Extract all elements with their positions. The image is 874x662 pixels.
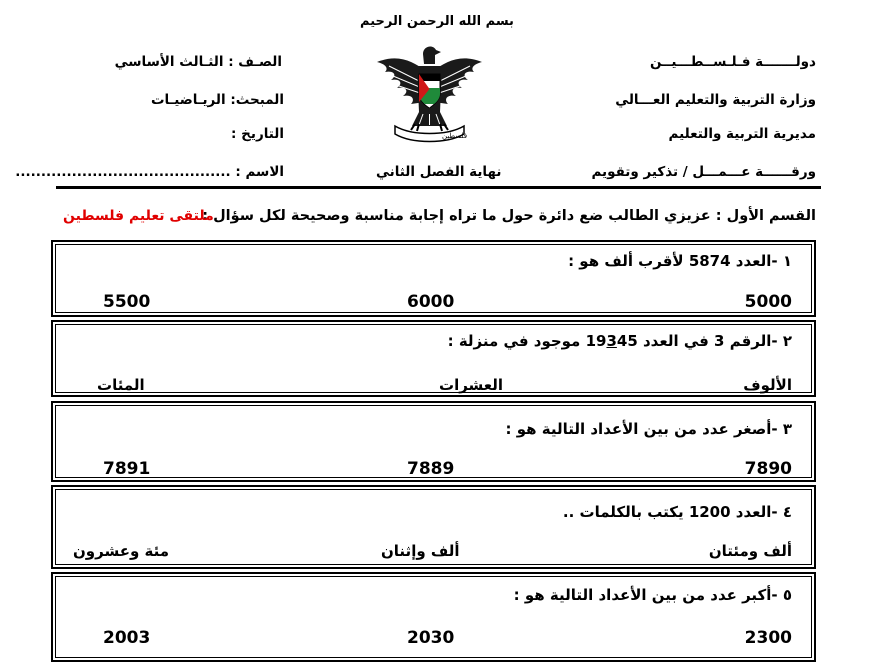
question-2-option-b[interactable]: العشرات <box>439 376 504 394</box>
question-box-1 <box>51 240 816 317</box>
state-name: دولـــــــة فـلـســطـــيــن <box>649 54 816 70</box>
question-2-option-a[interactable]: الألوف <box>743 376 792 394</box>
header-divider <box>56 186 821 189</box>
question-1-option-c[interactable]: 5500 <box>103 292 151 312</box>
emblem-banner-text: فلسطين <box>442 132 468 140</box>
question-3-option-b[interactable]: 7889 <box>407 459 455 479</box>
question-4-text: ٤ -العدد 1200 يكتب بالكلمات .. <box>562 503 792 521</box>
question-box-4 <box>51 485 816 569</box>
question-4-option-c[interactable]: مئة وعشرون <box>73 542 170 560</box>
section-title: القسم الأول : عزيزي الطالب ضع دائرة حول ما تراه إجابة مناسبة وصحيحة لكل سؤال : <box>202 208 816 224</box>
question-3-option-c[interactable]: 7891 <box>103 459 151 479</box>
question-box-5 <box>51 572 816 662</box>
question-1-option-b[interactable]: 6000 <box>407 292 455 312</box>
term-label: نهاية الفصل الثاني <box>376 164 502 180</box>
question-5-option-a[interactable]: 2300 <box>744 628 792 648</box>
student-name-field: الاسم : .......................................... <box>15 164 284 180</box>
question-4-option-b[interactable]: ألف وإثنان <box>381 542 460 560</box>
palestine-eagle-emblem-icon <box>367 42 492 144</box>
basmala: بسم الله الرحمن الرحيم <box>360 14 514 29</box>
question-1-option-a[interactable]: 5000 <box>744 292 792 312</box>
subject-label: المبحث: الريـاضيـات <box>150 92 284 108</box>
question-5-option-c[interactable]: 2003 <box>103 628 151 648</box>
question-2-text: ٢ -الرقم 3 في العدد 19345 موجود في منزلة : <box>447 332 792 350</box>
question-1-text: ١ -العدد 5874 لأقرب ألف هو : <box>568 252 792 270</box>
underlined-digit: 3 <box>606 332 617 350</box>
question-box-3 <box>51 401 816 482</box>
source-label: ملتقى تعليم فلسطين <box>63 208 214 224</box>
question-2-option-c[interactable]: المئات <box>97 376 145 394</box>
date-label: التاريخ : <box>231 126 284 142</box>
directorate-name: مديرية التربية والتعليم <box>668 126 816 142</box>
question-4-option-a[interactable]: ألف ومئتان <box>708 542 792 560</box>
grade-label: الصـف : الثـالث الأساسي <box>114 54 282 70</box>
question-5-option-b[interactable]: 2030 <box>407 628 455 648</box>
question-3-text: ٣ -أصغر عدد من بين الأعداد التالية هو : <box>505 420 792 438</box>
question-5-text: ٥ -أكبر عدد من بين الأعداد التالية هو : <box>513 586 792 604</box>
ministry-name: وزارة التربية والتعليم العـــالي <box>615 92 816 108</box>
worksheet-type: ورقــــــة عـــمـــل / تذكير وتقويم <box>591 164 816 180</box>
question-3-option-a[interactable]: 7890 <box>744 459 792 479</box>
question-box-2 <box>51 320 816 397</box>
